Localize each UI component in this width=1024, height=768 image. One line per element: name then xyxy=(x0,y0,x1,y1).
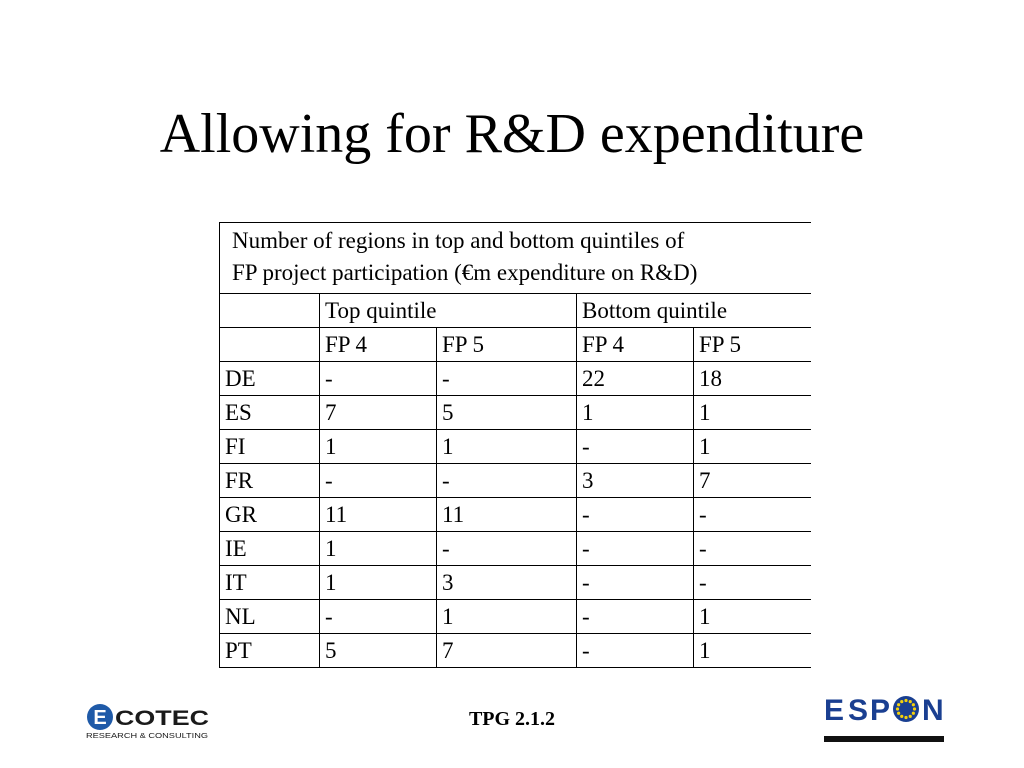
table-row xyxy=(220,430,811,464)
slide-title: Allowing for R&D expenditure xyxy=(159,103,865,165)
table-cell: - xyxy=(577,430,694,464)
table-caption-line-1: Number of regions in top and bottom quintiles of xyxy=(232,228,685,253)
table-row xyxy=(220,566,811,600)
ecotec-logo-wordmark: COTEC xyxy=(115,707,209,730)
table-cell: - xyxy=(577,532,694,566)
country-cell: IE xyxy=(220,532,320,566)
table-cell: 3 xyxy=(437,566,577,600)
empty-header-cell xyxy=(220,328,320,362)
country-cell: FI xyxy=(220,430,320,464)
table-row xyxy=(220,464,811,498)
table-cell: - xyxy=(320,362,437,396)
table-cell: 5 xyxy=(437,396,577,430)
regions-table-container xyxy=(219,222,811,668)
table-cell: 22 xyxy=(577,362,694,396)
regions-table xyxy=(219,222,811,668)
country-cell: FR xyxy=(220,464,320,498)
sub-header-row xyxy=(220,328,811,362)
table-row xyxy=(220,498,811,532)
table-cell: - xyxy=(320,464,437,498)
sub-header-cell: FP 5 xyxy=(694,328,811,362)
table-cell: - xyxy=(577,498,694,532)
sub-header-cell: FP 4 xyxy=(320,328,437,362)
table-cell: - xyxy=(577,600,694,634)
table-cell: 7 xyxy=(694,464,811,498)
espon-letter: E xyxy=(824,694,845,727)
table-cell: 7 xyxy=(437,634,577,668)
table-cell: - xyxy=(577,634,694,668)
country-cell: ES xyxy=(220,396,320,430)
eu-star-icon xyxy=(904,699,907,702)
espon-letter: P xyxy=(870,694,891,727)
country-cell: PT xyxy=(220,634,320,668)
eu-star-icon xyxy=(913,707,916,710)
table-cell: - xyxy=(320,600,437,634)
eu-star-icon xyxy=(909,700,912,703)
eu-star-icon xyxy=(897,703,900,706)
empty-header-cell xyxy=(220,294,320,328)
top-quintile-header: Top quintile xyxy=(320,294,577,328)
country-cell: IT xyxy=(220,566,320,600)
eu-star-icon xyxy=(912,703,915,706)
eu-star-icon xyxy=(900,715,903,718)
eu-star-icon xyxy=(904,716,907,719)
espon-tagline-band xyxy=(824,736,944,742)
table-cell: 1 xyxy=(320,566,437,600)
table-cell: 11 xyxy=(320,498,437,532)
country-cell: NL xyxy=(220,600,320,634)
table-cell: 1 xyxy=(694,396,811,430)
table-caption-line-2: FP project participation (€m expenditure on R&D) xyxy=(232,260,698,285)
eu-star-icon xyxy=(896,707,899,710)
table-row xyxy=(220,396,811,430)
footer-label: TPG 2.1.2 xyxy=(468,708,556,730)
espon-letter: N xyxy=(922,694,944,727)
table-row xyxy=(220,634,811,668)
table-cell: - xyxy=(437,532,577,566)
ecotec-logo-initial: E xyxy=(93,707,107,729)
table-caption-row xyxy=(220,223,811,294)
table-cell: 1 xyxy=(437,430,577,464)
espon-logo xyxy=(820,682,948,746)
sub-header-cell: FP 5 xyxy=(437,328,577,362)
country-cell: DE xyxy=(220,362,320,396)
table-cell: 1 xyxy=(577,396,694,430)
table-cell: - xyxy=(437,464,577,498)
table-row xyxy=(220,532,811,566)
table-row xyxy=(220,362,811,396)
table-cell: 11 xyxy=(437,498,577,532)
eu-star-icon xyxy=(912,712,915,715)
table-cell: 7 xyxy=(320,396,437,430)
group-header-row xyxy=(220,294,811,328)
table-cell: 1 xyxy=(320,532,437,566)
ecotec-logo-subtitle: RESEARCH & CONSULTING xyxy=(86,731,209,740)
country-cell: GR xyxy=(220,498,320,532)
sub-header-cell: FP 4 xyxy=(577,328,694,362)
table-cell: - xyxy=(437,362,577,396)
bottom-quintile-header: Bottom quintile xyxy=(577,294,811,328)
table-cell: - xyxy=(694,566,811,600)
eu-star-icon xyxy=(897,712,900,715)
eu-star-icon xyxy=(909,715,912,718)
table-caption xyxy=(220,223,811,294)
table-cell: - xyxy=(577,566,694,600)
table-cell: 1 xyxy=(694,600,811,634)
table-cell: - xyxy=(694,498,811,532)
table-cell: - xyxy=(694,532,811,566)
table-cell: 1 xyxy=(694,430,811,464)
table-cell: 1 xyxy=(320,430,437,464)
espon-letter: S xyxy=(848,694,869,727)
table-row xyxy=(220,600,811,634)
table-cell: 5 xyxy=(320,634,437,668)
table-cell: 18 xyxy=(694,362,811,396)
table-cell: 3 xyxy=(577,464,694,498)
table-cell: 1 xyxy=(437,600,577,634)
eu-star-icon xyxy=(900,700,903,703)
table-cell: 1 xyxy=(694,634,811,668)
